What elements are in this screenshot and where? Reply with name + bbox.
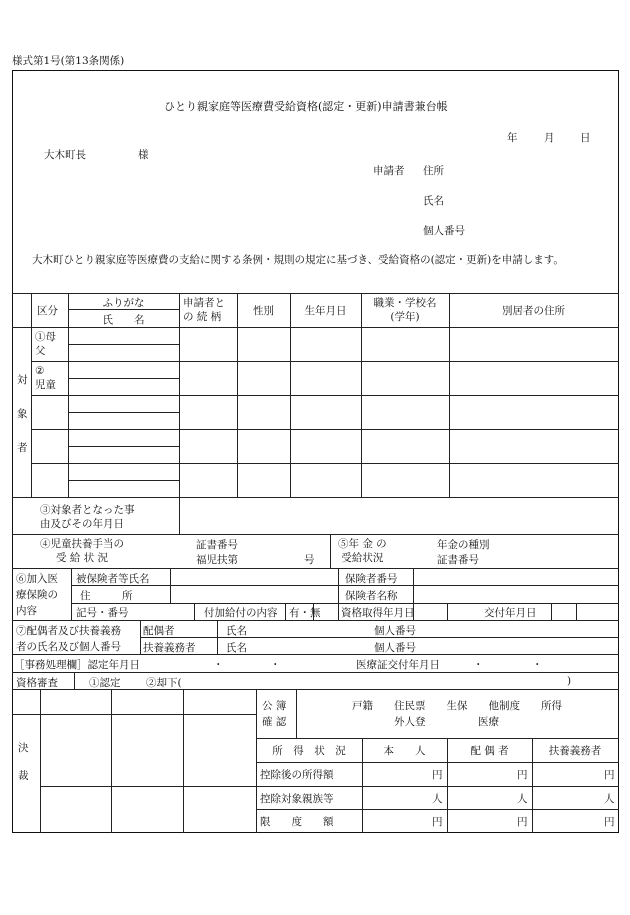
table-line [12,568,619,569]
unit: 円 [432,816,443,828]
table-line [74,672,75,689]
applicant-label: 申請者 [373,165,405,177]
table-line [68,446,179,447]
unit: 人 [432,793,443,805]
table-line [71,603,619,604]
unit: 人 [604,793,615,805]
supporter-id: 個人番号 [374,642,416,654]
table-line [330,534,331,568]
table-line [449,293,450,497]
table-line [68,412,179,413]
yes-no: 有・無 [289,607,321,619]
table-line [68,480,179,481]
table-line [256,762,619,763]
ledger-items: 戸籍 住民票 生保 他制度 所得 外人登 医療 [352,700,562,728]
col-separate-address: 別居者の住所 [502,305,565,317]
decision-1: 決 [18,742,29,754]
table-line [551,603,552,620]
unit: 円 [432,769,443,781]
col-sex: 性別 [253,305,274,317]
table-line [40,689,41,833]
row-child: ② 児童 [35,365,56,391]
table-line [31,395,619,396]
supporter: 扶養義務者 [143,642,196,654]
taisho-3: 者 [17,442,28,454]
income-header-2: 本 人 [383,745,426,757]
table-line [256,738,619,739]
table-line [338,568,339,620]
child-welfare: 福児扶第 [196,554,238,566]
table-line [296,689,297,738]
income-row-1-label: 控除後の所得額 [260,769,334,781]
table-line [179,293,180,534]
form-title: ひとり親家庭等医療費受給資格(認定・更新)申請書兼台帳 [164,100,448,113]
income-header-1: 所 得 状 況 [272,745,346,757]
table-line [31,429,619,430]
table-line [256,689,257,833]
table-line [183,689,184,833]
dot-4: ・ [532,659,543,671]
col-relation: 申請者と の 続 柄 [183,297,225,323]
row-mother-father: ①母 父 [35,331,56,357]
table-line [111,689,112,833]
table-line [217,620,218,654]
table-line [12,497,619,498]
table-line [12,714,257,715]
table-line [71,568,72,620]
spouse-label: ⑦配偶者及び扶養義務 者の氏名及び個人番号 [16,625,121,653]
insurer-no: 保険者番号 [345,573,398,585]
table-line [576,603,577,620]
decision-2: 裁 [18,770,29,782]
table-line [68,378,179,379]
frame-top [12,70,619,71]
date-day: 日 [580,132,591,144]
table-line [140,620,141,654]
spouse-id: 個人番号 [374,625,416,637]
applicant-name: 氏名 [423,195,444,207]
table-line [285,603,286,620]
income-row-3-label: 限 度 額 [260,816,334,828]
sama: 様 [138,149,149,161]
dot-1: ・ [213,659,224,671]
child-allowance-label: ④児童扶養手当の 受 給 状 況 [40,538,124,564]
table-line [194,603,195,620]
table-line [31,293,32,497]
table-line [256,809,619,810]
col-birth: 生年月日 [304,305,347,317]
review-label: 資格審査 [16,677,58,689]
income-header-3: 配 偶 者 [470,745,509,757]
unit: 円 [604,769,615,781]
review-reject: ②却下( [146,677,182,689]
spouse: 配偶者 [143,625,175,637]
review-approve: ①認定 [89,677,121,689]
income-row-2-label: 控除対象親族等 [260,793,334,805]
col-job: 職業・学校名 (学年) [373,297,437,323]
insured-name: 被保険者等氏名 [76,573,150,585]
child-cert-no: 証書番号 [196,539,238,551]
insurer-name: 保険者名称 [345,590,398,602]
table-line [12,534,619,535]
taisho-2: 象 [17,408,28,420]
frame-bottom [12,832,619,833]
table-line [12,293,619,294]
spouse-name: 氏名 [226,625,247,637]
col-name: 氏 名 [102,314,145,326]
statement: 大木町ひとり親家庭等医療費の支給に関する条例・規則の規定に基づき、受給資格の(認定・更新)を申請します。 [32,254,564,266]
table-line [12,672,619,673]
supporter-name: 氏名 [226,642,247,654]
frame-left [12,70,13,833]
col-furigana: ふりがな [102,297,145,309]
unit: 円 [604,816,615,828]
pension-label: ⑤年 金 の 受給状況 [338,538,387,564]
pension-cert: 証書番号 [437,554,479,566]
unit: 円 [517,769,528,781]
issued-date: 交付年月日 [484,607,537,619]
insurance-label: ⑥加入医 療保険の 内容 [16,573,58,617]
table-line [290,293,291,497]
card-issue: 医療証交付年月日 [356,659,440,671]
dot-3: ・ [473,659,484,671]
col-kubun: 区分 [37,305,58,317]
dot-2: ・ [270,659,281,671]
symbol-no: 記号・番号 [76,607,129,619]
unit: 人 [517,793,528,805]
unit: 円 [517,816,528,828]
town-head: 大木町長 [44,149,86,161]
pension-type: 年金の種別 [437,539,490,551]
table-line [237,293,238,497]
table-line [12,620,619,621]
acquired-date: 資格取得年月日 [341,607,415,619]
table-line [12,327,619,328]
review-close: ) [567,675,572,687]
insurance-address: 住 所 [80,590,133,602]
additional-benefit: 付加給付の内容 [204,607,278,619]
applicant-id: 個人番号 [423,225,465,237]
reason-label: ③対象者となった事 由及びその年月日 [40,504,135,530]
child-go: 号 [304,554,315,566]
applicant-address: 住所 [423,165,444,177]
ledger-label: 公 簿 確 認 [262,700,287,728]
frame-right [618,70,619,833]
date-year: 年 [507,132,518,144]
table-line [447,603,448,620]
table-line [170,568,171,603]
table-line [31,361,619,362]
office-label: ［事務処理欄］認定年月日 [14,659,140,671]
date-month: 月 [544,132,555,144]
table-line [68,344,179,345]
taisho-1: 対 [17,374,28,386]
form-number: 様式第1号(第13条関係) [12,55,125,67]
income-header-4: 扶養義務者 [548,745,602,757]
table-line [31,463,619,464]
